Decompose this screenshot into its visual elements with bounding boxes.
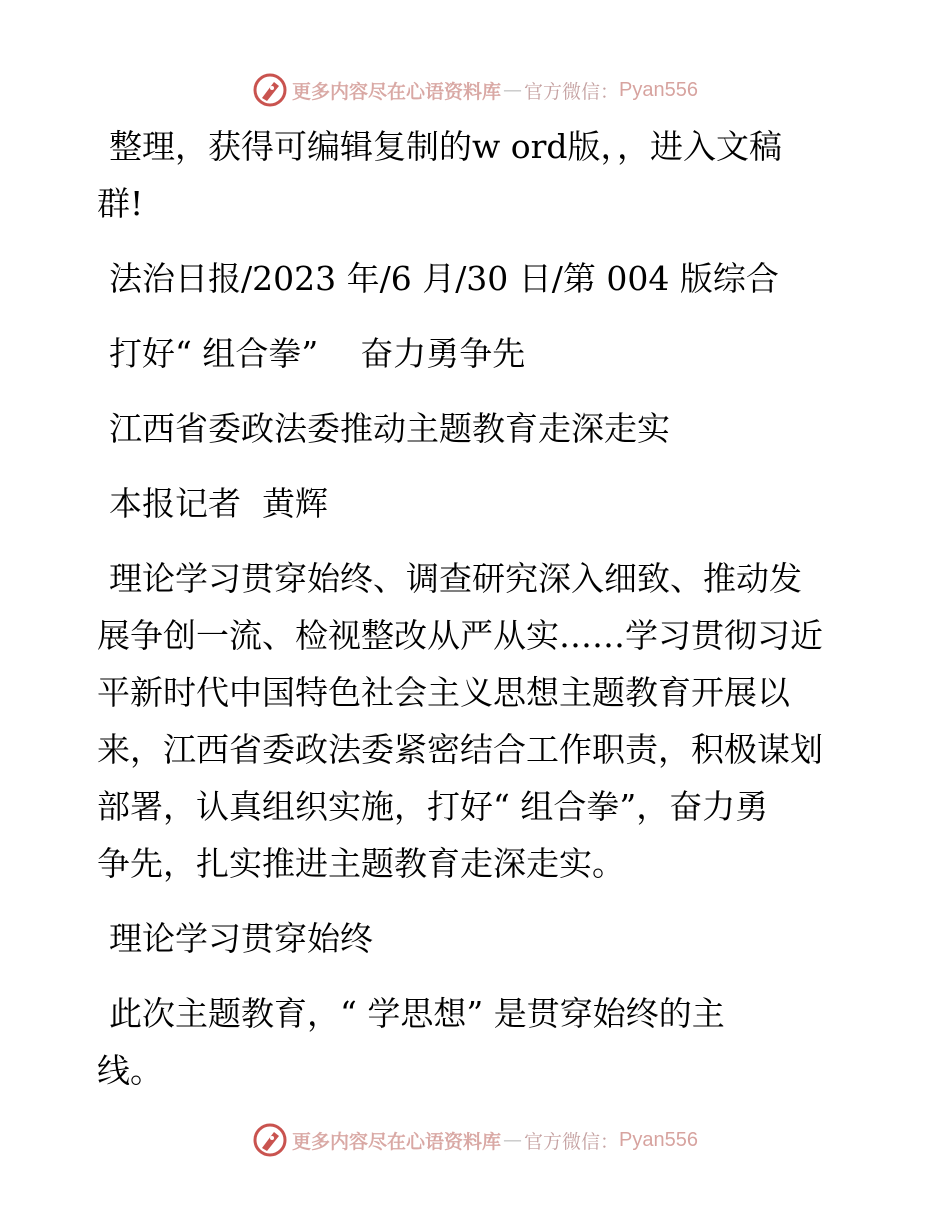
byline: 本报记者 黄辉 xyxy=(109,484,328,523)
watermark-wechat-id: Pyan556 xyxy=(619,1128,698,1151)
paragraph-1-line-6: 争先，扎实推进主题教育走深走实。 xyxy=(97,844,625,883)
watermark-wechat-label: 官方微信： xyxy=(524,80,620,103)
intro-line-1: 整理，获得可编辑复制的w ord版，，进入文稿 xyxy=(109,127,783,166)
headline: 打好“ 组合拳” 奋力勇争先 xyxy=(109,334,526,373)
document-body xyxy=(97,118,857,1099)
paragraph-1-line-1: 理论学习贯穿始终、调查研究深入细致、推动发 xyxy=(109,559,802,598)
watermark-wechat-label: 官方微信： xyxy=(524,1130,620,1153)
pen-nib-logo-icon xyxy=(252,1122,288,1158)
paragraph-1-line-5: 部署，认真组织实施，打好“ 组合拳”，奋力勇 xyxy=(97,787,769,826)
paragraph-1-line-2: 展争创一流、检视整改从严从实……学习贯彻习近 xyxy=(97,616,823,655)
paragraph-2-line-2: 线。 xyxy=(97,1051,163,1090)
paragraph-1-line-4: 来，江西省委政法委紧密结合工作职责，积极谋划 xyxy=(97,730,823,769)
footer-watermark xyxy=(0,1120,950,1160)
watermark-wechat-id: Pyan556 xyxy=(619,78,698,101)
subheadline: 江西省委政法委推动主题教育走深走实 xyxy=(109,409,670,448)
source-line: 法治日报/2023 年/6 月/30 日/第 004 版综合 xyxy=(109,259,779,298)
paragraph-2-line-1: 此次主题教育，“ 学思想” 是贯穿始终的主 xyxy=(109,994,725,1033)
watermark-site-text: 更多内容尽在心语资料库 xyxy=(292,1130,502,1153)
intro-line-2: 群! xyxy=(97,184,144,223)
watermark-dash: — xyxy=(503,79,523,101)
header-watermark xyxy=(0,70,950,110)
watermark-site-text: 更多内容尽在心语资料库 xyxy=(292,80,502,103)
pen-nib-logo-icon xyxy=(252,72,288,108)
section-heading: 理论学习贯穿始终 xyxy=(109,919,373,958)
watermark-dash: — xyxy=(503,1129,523,1151)
paragraph-1-line-3: 平新时代中国特色社会主义思想主题教育开展以 xyxy=(97,673,790,712)
